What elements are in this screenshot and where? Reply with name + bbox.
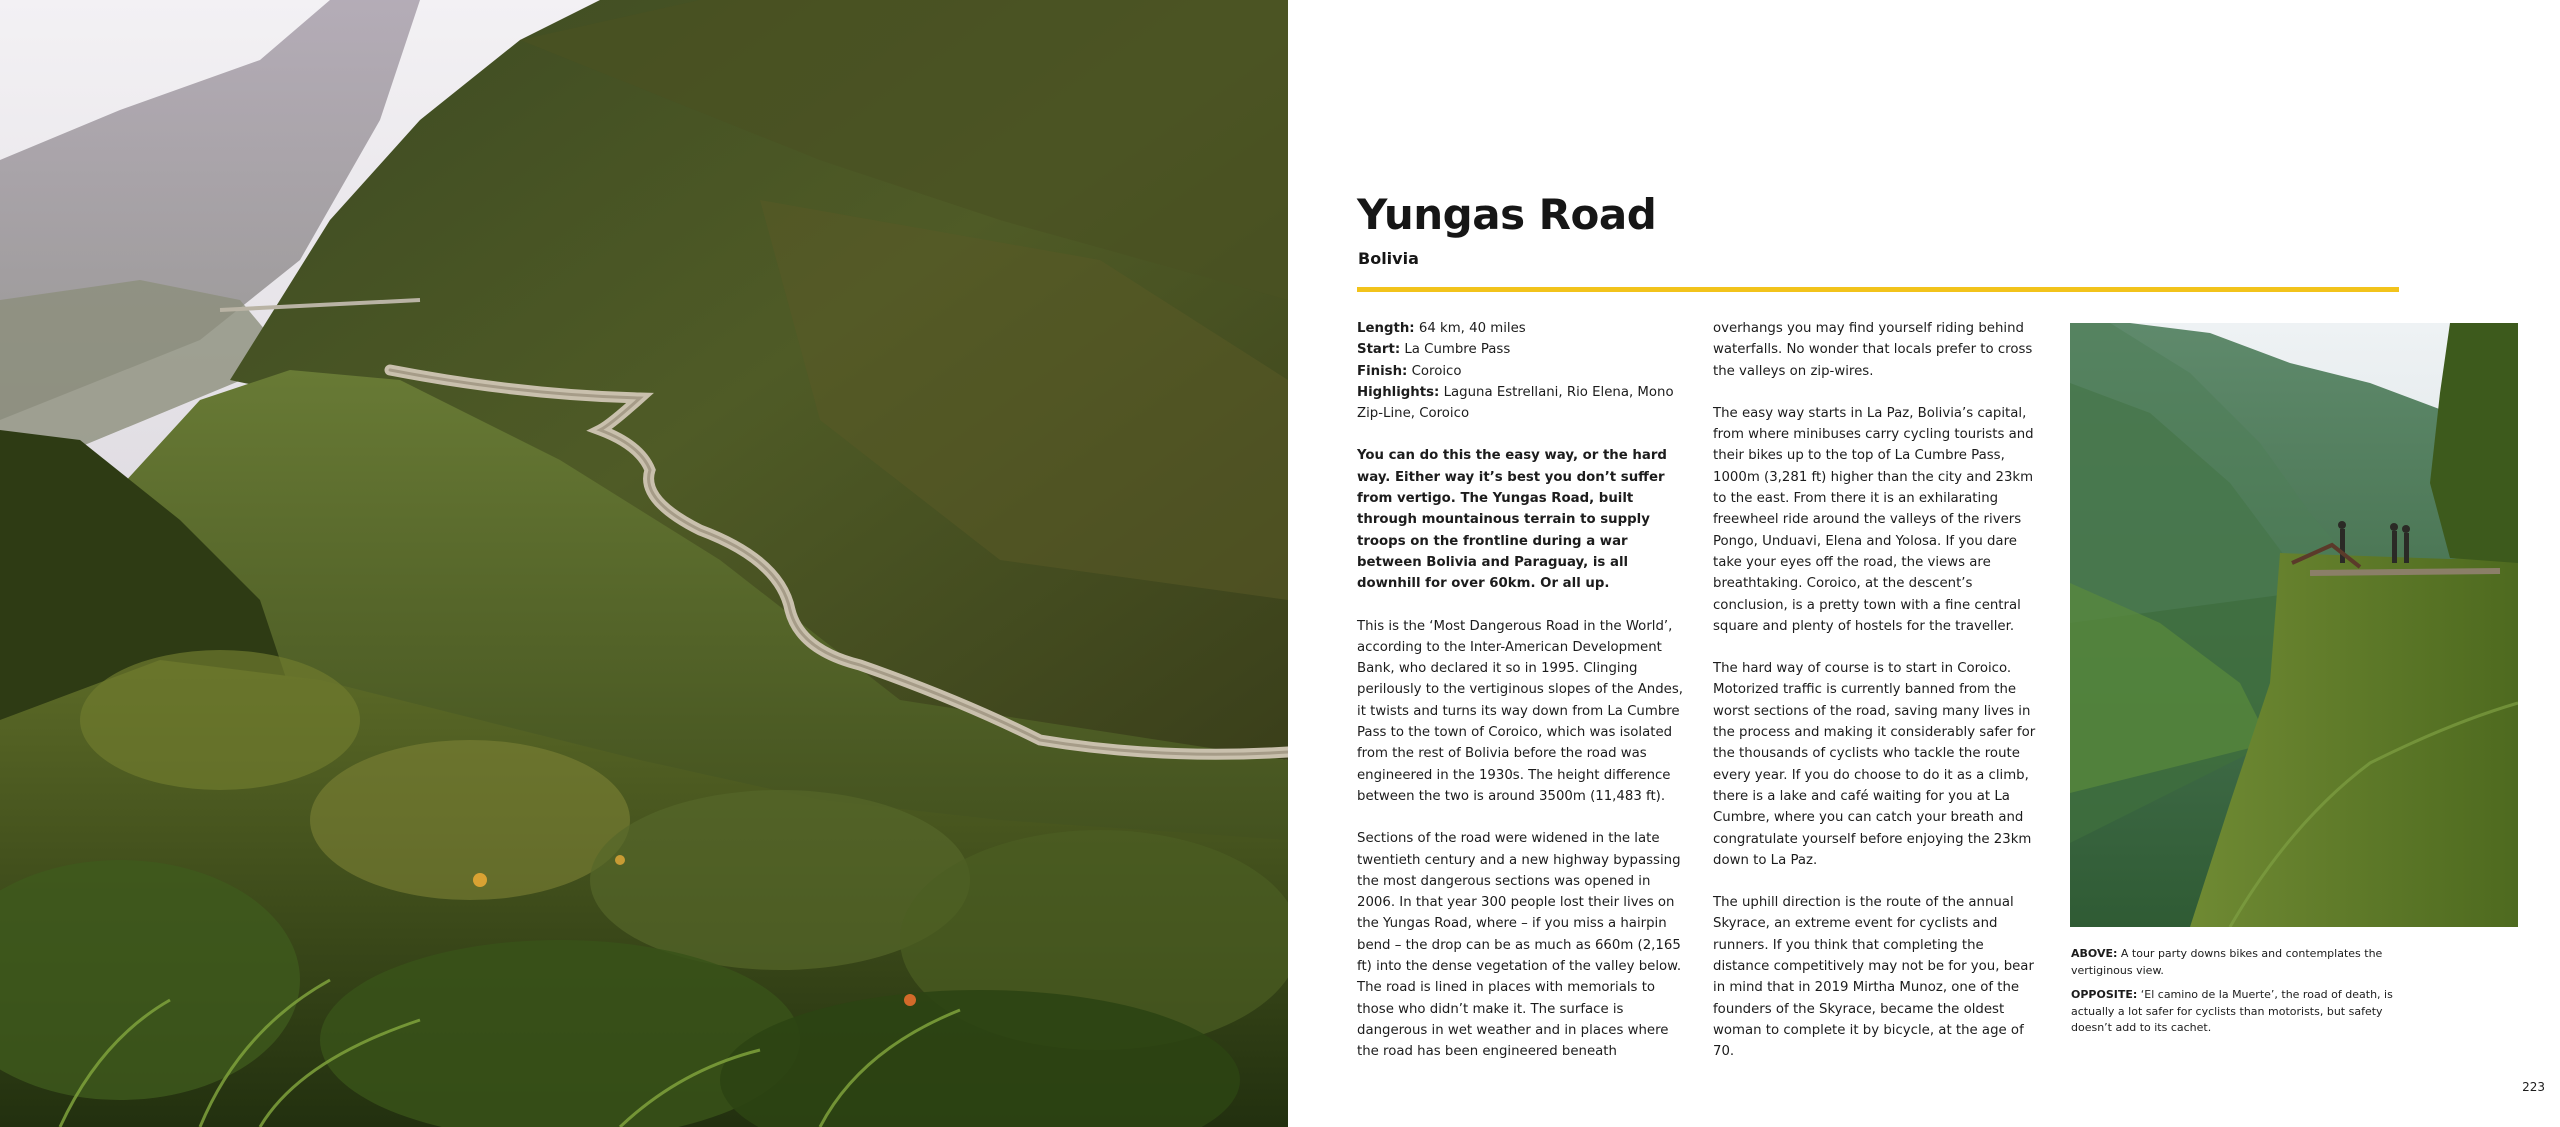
- fact-value: Coroico: [1411, 363, 1462, 379]
- article-country: Bolivia: [1358, 249, 1419, 268]
- title-accent-rule: [1357, 287, 2399, 292]
- fact-value: 64 km, 40 miles: [1418, 321, 1526, 336]
- text-column-1: [1357, 318, 1687, 1084]
- body-paragraph: Sections of the road were widened in the late twentieth century and a new highway bypassing the most dangerous sections was opened in 2006. In that year 300 people lost their lives on the Yungas Road, where – if you miss a hairpin bend – the drop can be as much as 660m (2,165 ft) into the dense vegetation of the valley below. The road is lined in places with memorials to those who didn’t make it. The surface is dangerous in wet weather and in places where the road has been engineered beneath: [1357, 831, 1682, 1060]
- above-photo-illustration: [2070, 323, 2518, 927]
- fact-value: La Cumbre Pass: [1404, 342, 1511, 358]
- body-paragraph: The uphill direction is the route of the annual Skyrace, an extreme event for cyclists and runners. If you think that completing the distance competitively may not be for you, bear in mind that in 2019 Mirtha Munoz, one of the founders of the Skyrace, became the oldest woman to complete it by bicycle, at the age of 70.: [1713, 895, 2034, 1060]
- caption-above: [2071, 946, 2421, 979]
- lead-paragraph: You can do this the easy way, or the hard way. Either way it’s best you don’t suffer from vertigo. The Yungas Road, built through mountainous terrain to supply troops on the frontline during a war between Bolivia and Paraguay, is all downhill for over 60km. Or all up.: [1357, 448, 1667, 592]
- body-paragraph: The hard way of course is to start in Coroico. Motorized traffic is currently banned from the worst sections of the road, saving many lives in the process and making it considerably safer for the thousands of cyclists who tackle the route every year. If you do choose to do it as a climb, there is a lake and café waiting for you at La Cumbre, where you can catch your breath and congratulate yourself before enjoying the 23km down to La Paz.: [1713, 661, 2036, 868]
- fact-key: Length:: [1357, 321, 1415, 336]
- photo-captions: [2071, 946, 2421, 1045]
- caption-key: OPPOSITE:: [2071, 988, 2138, 1001]
- route-facts: [1357, 318, 1687, 424]
- caption-key: ABOVE:: [2071, 947, 2118, 960]
- caption-text: ‘El camino de la Muerte’, the road of death, is actually a lot safer for cyclists than motorists, but safety doesn’t add to its cachet.: [2071, 988, 2393, 1034]
- article-title: Yungas Road: [1357, 190, 1657, 239]
- fact-value: Laguna Estrellani, Rio Elena, Mono Zip-Line, Coroico: [1357, 384, 1674, 422]
- page-number: 223: [2522, 1080, 2545, 1094]
- fact-finish: [1357, 361, 1687, 382]
- fact-key: Highlights:: [1357, 384, 1440, 400]
- fact-key: Finish:: [1357, 363, 1408, 379]
- fact-start: [1357, 339, 1687, 360]
- above-photo-tour-party: [2070, 323, 2518, 927]
- body-paragraph: overhangs you may find yourself riding behind waterfalls. No wonder that locals prefer to cross the valleys on zip-wires.: [1713, 321, 2033, 379]
- body-paragraph: This is the ‘Most Dangerous Road in the World’, according to the Inter-American Development Bank, who declared it so in 1995. Clinging perilously to the vertiginous slopes of the Andes, it twists and turns its way down from La Cumbre Pass to the town of Coroico, which was isolated from the rest of Bolivia before the road was engineered in the 1930s. The height difference between the two is around 3500m (11,483 ft).: [1357, 618, 1684, 804]
- caption-opposite: [2071, 987, 2421, 1037]
- fact-key: Start:: [1357, 342, 1401, 358]
- body-paragraph: The easy way starts in La Paz, Bolivia’s capital, from where minibuses carry cycling tourists and their bikes up to the top of La Cumbre Pass, 1000m (3,281 ft) higher than the city and 23km to the east. From there it is an exhilarating freewheel ride around the valleys of the rivers Pongo, Unduavi, Elena and Yolosa. If you dare take your eyes off the road, the views are breathtaking. Coroico, at the descent’s conclusion, is a pretty town with a fine central square and plenty of hostels for the traveller.: [1713, 405, 2034, 634]
- text-column-2: [1713, 318, 2043, 1084]
- fact-highlights: [1357, 382, 1687, 425]
- fact-length: [1357, 318, 1687, 339]
- caption-text: A tour party downs bikes and contemplates the vertiginous view.: [2071, 947, 2383, 977]
